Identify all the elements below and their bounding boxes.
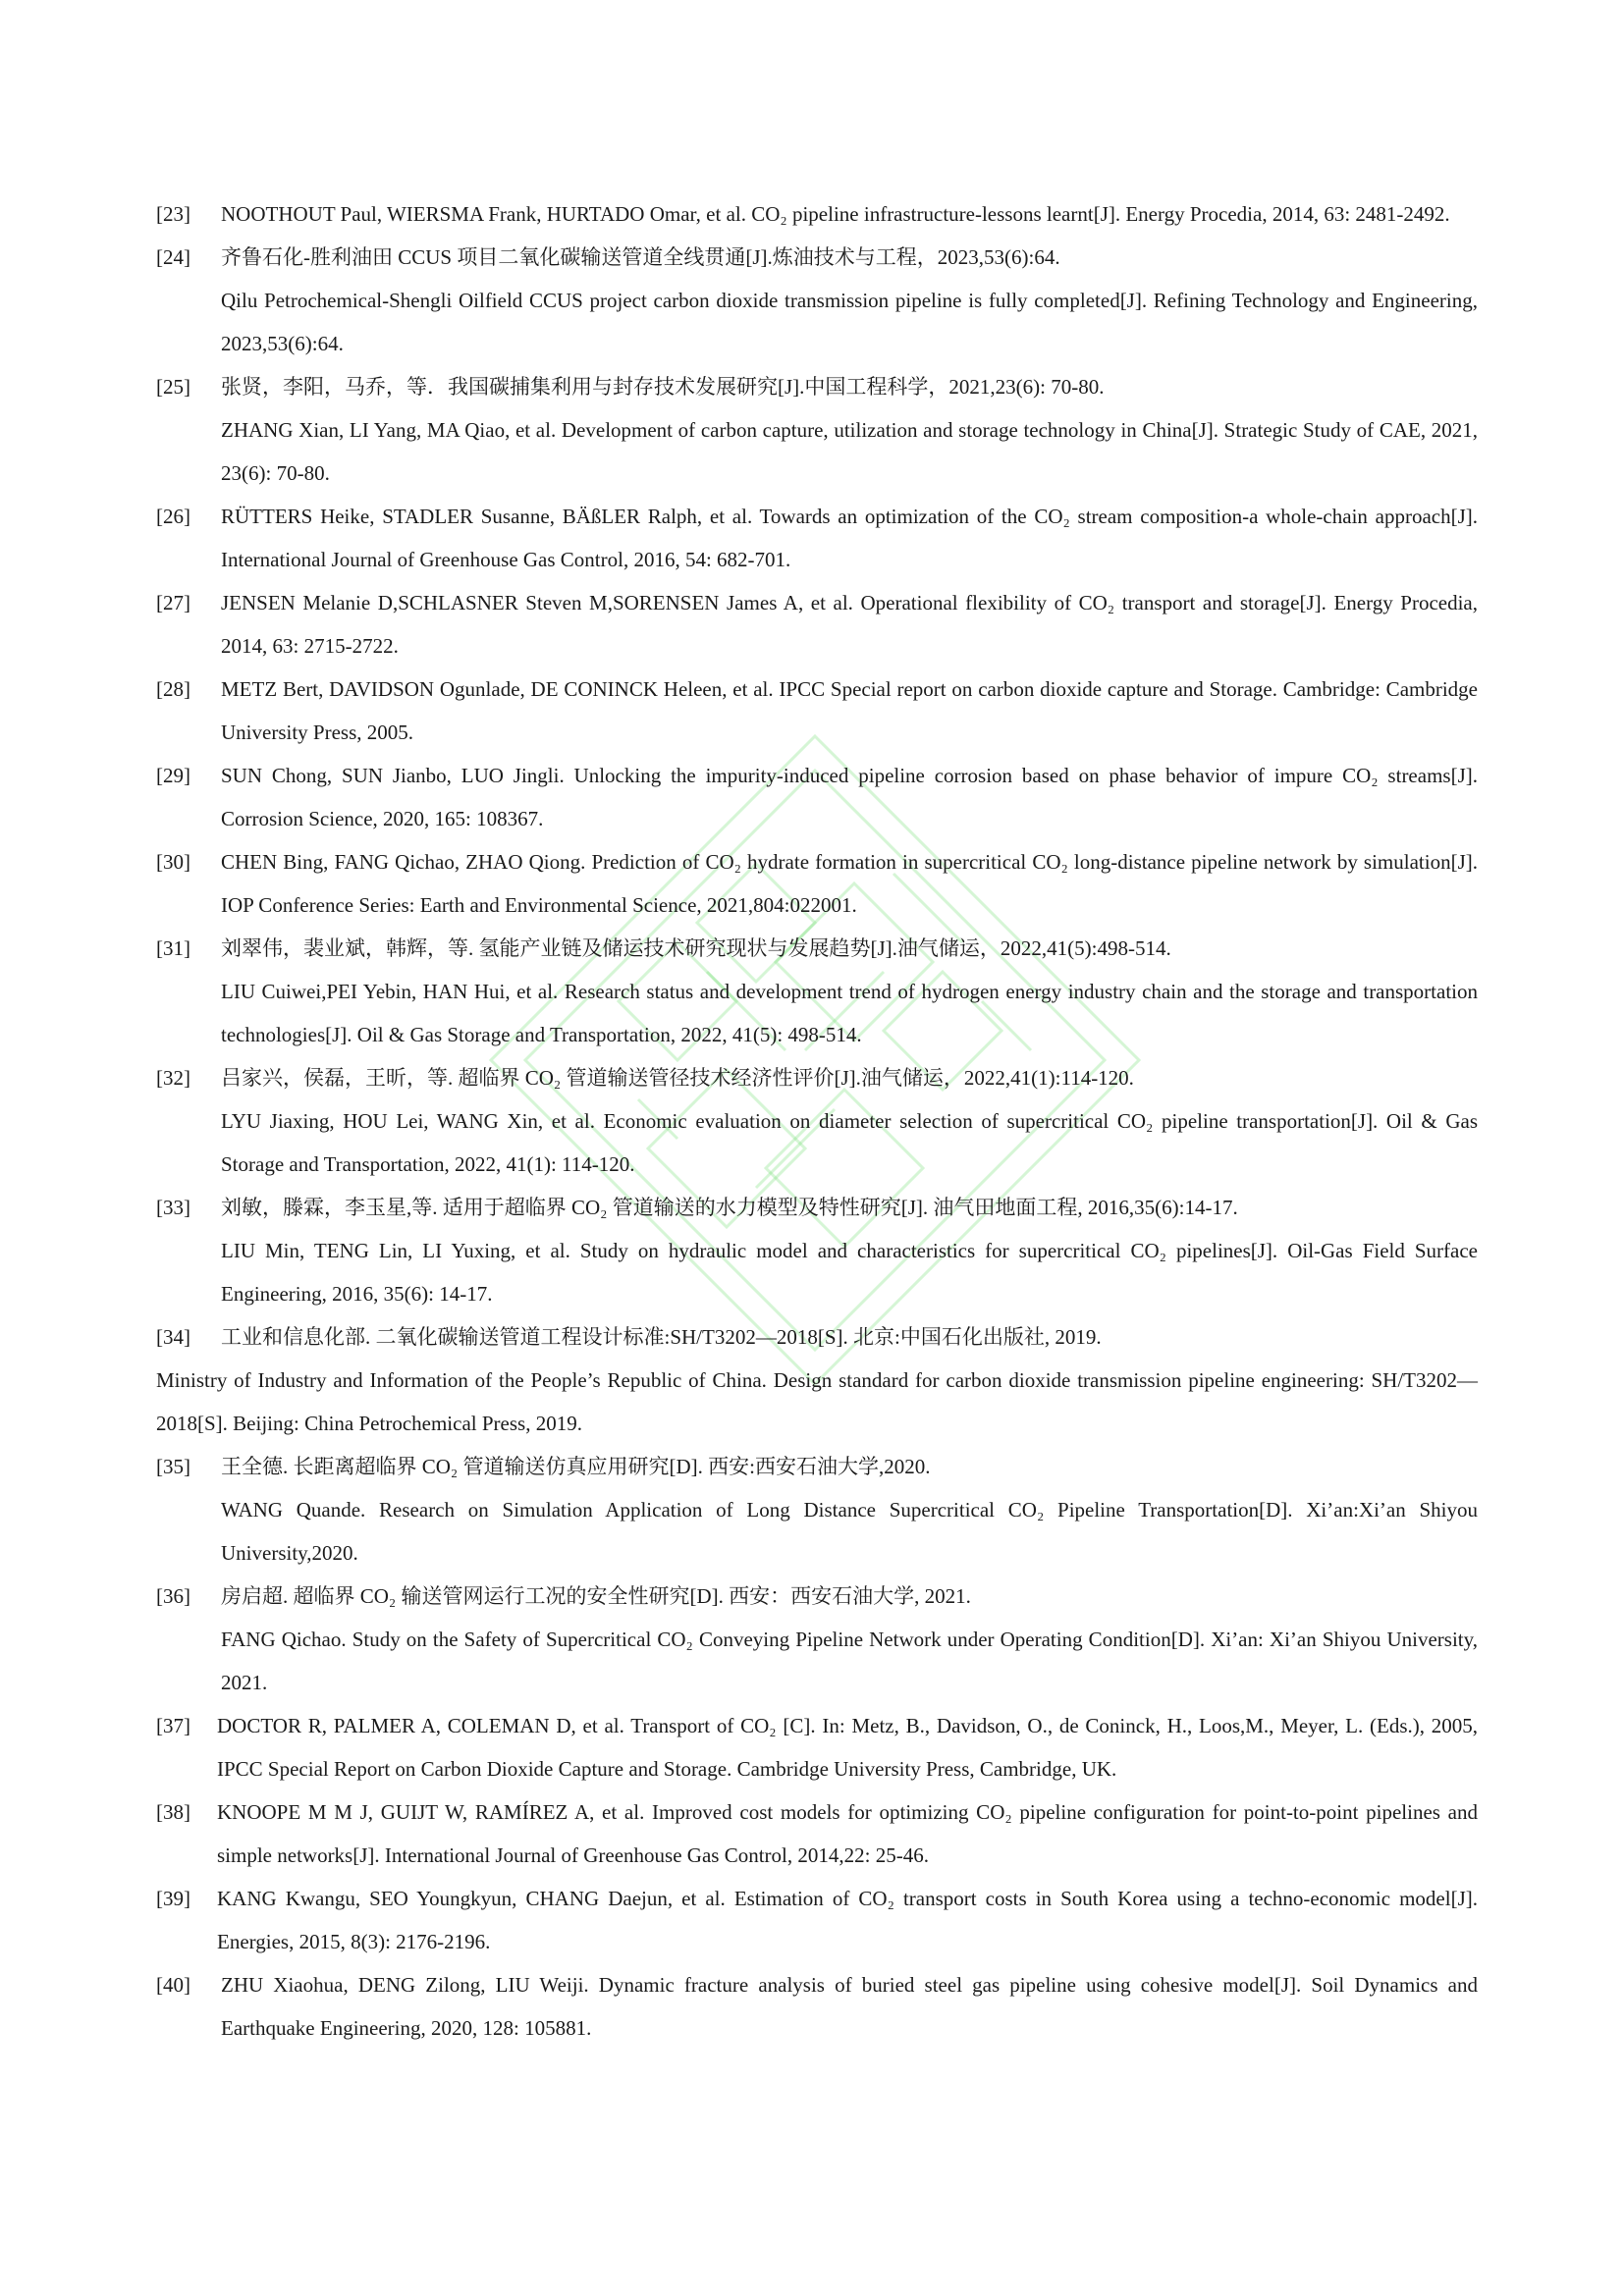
reference-number: [26]	[156, 505, 190, 528]
reference-number: [34]	[156, 1325, 190, 1349]
reference-text: DOCTOR R, PALMER A, COLEMAN D, et al. Transport of CO₂ [C]. In: Metz, B., Davidson, O., de Coninck, H., Loos,M., Meyer, L. (Eds.), 2005, IPCC Special Report on Carbon Dioxide Capture and Storage. Cambridge University Press, Cambridge, UK.	[217, 1714, 1478, 1781]
reference-text-english: FANG Qichao. Study on the Safety of Supercritical CO₂ Conveying Pipeline Network under Operating Condition[D]. Xi’an: Xi’an Shiyou University, 2021.	[221, 1628, 1478, 1694]
reference-item	[156, 927, 1478, 1056]
reference-text-chinese: 工业和信息化部. 二氧化碳输送管道工程设计标准:SH/T3202—2018[S]. 北京:中国石化出版社, 2019.	[221, 1325, 1102, 1349]
reference-item	[156, 1575, 1478, 1704]
reference-text-chinese: 刘翠伟，裴业斌，韩辉，等. 氢能产业链及储运技术研究现状与发展趋势[J].油气储运，2022,41(5):498-514.	[221, 936, 1171, 960]
reference-item	[156, 754, 1478, 840]
reference-number: [29]	[156, 764, 190, 787]
reference-number: [31]	[156, 936, 190, 960]
reference-number: [23]	[156, 202, 190, 226]
reference-text: KNOOPE M M J, GUIJT W, RAMÍREZ A, et al. Improved cost models for optimizing CO₂ pipeline configuration for point-to-point pipelines and simple networks[J]. International Journal of Greenhouse Gas Control, 2014,22: 25-46.	[217, 1800, 1478, 1867]
reference-item	[156, 1315, 1478, 1359]
reference-number: [27]	[156, 591, 190, 614]
reference-item	[156, 840, 1478, 927]
reference-text: METZ Bert, DAVIDSON Ogunlade, DE CONINCK Heleen, et al. IPCC Special report on carbon dioxide capture and Storage. Cambridge: Cambridge University Press, 2005.	[221, 677, 1478, 744]
reference-number: [24]	[156, 245, 190, 269]
reference-number: [32]	[156, 1066, 190, 1090]
reference-number: [40]	[156, 1973, 190, 1997]
reference-number: [36]	[156, 1584, 190, 1608]
reference-item	[156, 1056, 1478, 1186]
reference-item	[156, 1186, 1478, 1315]
reference-number: [37]	[156, 1714, 190, 1737]
reference-text-english: WANG Quande. Research on Simulation Application of Long Distance Supercritical CO₂ Pipeline Transportation[D]. Xi’an:Xi’an Shiyou University,2020.	[221, 1498, 1478, 1565]
reference-text: NOOTHOUT Paul, WIERSMA Frank, HURTADO Omar, et al. CO₂ pipeline infrastructure-lessons learnt[J]. Energy Procedia, 2014, 63: 2481-2492.	[221, 202, 1450, 226]
reference-item	[156, 1790, 1478, 1877]
reference-text-english: LIU Min, TENG Lin, LI Yuxing, et al. Study on hydraulic model and characteristics for supercritical CO₂ pipelines[J]. Oil-Gas Field Surface Engineering, 2016, 35(6): 14-17.	[221, 1239, 1478, 1306]
reference-number: [28]	[156, 677, 190, 701]
reference-item	[156, 365, 1478, 495]
reference-item	[156, 1445, 1478, 1575]
reference-item	[156, 1963, 1478, 2050]
reference-item	[156, 581, 1478, 667]
reference-text-chinese: 齐鲁石化-胜利油田 CCUS 项目二氧化碳输送管道全线贯通[J].炼油技术与工程，2023,53(6):64.	[221, 245, 1060, 269]
reference-item	[156, 192, 1478, 236]
reference-text-chinese: 吕家兴，侯磊，王昕，等. 超临界 CO₂ 管道输送管径技术经济性评价[J].油气储运，2022,41(1):114-120.	[221, 1066, 1134, 1090]
reference-number: [30]	[156, 850, 190, 874]
reference-text-chinese: 王全德. 长距离超临界 CO₂ 管道输送仿真应用研究[D]. 西安:西安石油大学,2020.	[221, 1455, 931, 1478]
reference-item	[156, 495, 1478, 581]
reference-text-english: LYU Jiaxing, HOU Lei, WANG Xin, et al. Economic evaluation on diameter selection of supercritical CO₂ pipeline transportation[J]. Oil & Gas Storage and Transportation, 2022, 41(1): 114-120.	[221, 1109, 1478, 1176]
reference-item	[156, 1877, 1478, 1963]
reference-text: RÜTTERS Heike, STADLER Susanne, BÄßLER Ralph, et al. Towards an optimization of the CO₂ stream composition-a whole-chain approach[J]. International Journal of Greenhouse Gas Control, 2016, 54: 682-701.	[221, 505, 1478, 571]
reference-text: KANG Kwangu, SEO Youngkyun, CHANG Daejun, et al. Estimation of CO₂ transport costs in South Korea using a techno-economic model[J]. Energies, 2015, 8(3): 2176-2196.	[217, 1887, 1478, 1953]
reference-item	[156, 667, 1478, 754]
reference-text-chinese: 房启超. 超临界 CO₂ 输送管网运行工况的安全性研究[D]. 西安：西安石油大学, 2021.	[221, 1584, 971, 1608]
reference-text-english: Ministry of Industry and Information of the People’s Republic of China. Design standard for carbon dioxide transmission pipeline engineering: SH/T3202—2018[S]. Beijing: China Petrochemical Press, 2019.	[156, 1368, 1478, 1435]
reference-text: ZHU Xiaohua, DENG Zilong, LIU Weiji. Dynamic fracture analysis of buried steel gas pipeline using cohesive model[J]. Soil Dynamics and Earthquake Engineering, 2020, 128: 105881.	[221, 1973, 1478, 2040]
reference-text: CHEN Bing, FANG Qichao, ZHAO Qiong. Prediction of CO₂ hydrate formation in supercritical CO₂ long-distance pipeline network by simulation[J]. IOP Conference Series: Earth and Environmental Science, 2021,804:022001.	[221, 850, 1478, 917]
reference-item	[156, 236, 1478, 365]
reference-item	[156, 1704, 1478, 1790]
reference-number: [33]	[156, 1196, 190, 1219]
reference-text-chinese: 张贤，李阳，马乔，等．我国碳捕集利用与封存技术发展研究[J].中国工程科学，2021,23(6): 70-80.	[221, 375, 1105, 399]
reference-number: [35]	[156, 1455, 190, 1478]
reference-list	[156, 192, 1478, 2050]
reference-text: SUN Chong, SUN Jianbo, LUO Jingli. Unlocking the impurity-induced pipeline corrosion based on phase behavior of impure CO₂ streams[J]. Corrosion Science, 2020, 165: 108367.	[221, 764, 1478, 830]
reference-number: [38]	[156, 1800, 190, 1824]
reference-text-english: ZHANG Xian, LI Yang, MA Qiao, et al. Development of carbon capture, utilization and storage technology in China[J]. Strategic Study of CAE, 2021, 23(6): 70-80.	[221, 418, 1478, 485]
reference-text-english: LIU Cuiwei,PEI Yebin, HAN Hui, et al. Research status and development trend of hydrogen energy industry chain and the storage and transportation technologies[J]. Oil & Gas Storage and Transportation, 2022, 41(5): 498-514.	[221, 980, 1478, 1046]
reference-text-chinese: 刘敏，滕霖，李玉星,等. 适用于超临界 CO₂ 管道输送的水力模型及特性研究[J]. 油气田地面工程, 2016,35(6):14-17.	[221, 1196, 1238, 1219]
reference-text: JENSEN Melanie D,SCHLASNER Steven M,SORENSEN James A, et al. Operational flexibility of CO₂ transport and storage[J]. Energy Procedia, 2014, 63: 2715-2722.	[221, 591, 1478, 658]
reference-number: [25]	[156, 375, 190, 399]
reference-text-english: Qilu Petrochemical-Shengli Oilfield CCUS project carbon dioxide transmission pipeline is fully completed[J]. Refining Technology and Engineering, 2023,53(6):64.	[221, 289, 1478, 355]
reference-number: [39]	[156, 1887, 190, 1910]
